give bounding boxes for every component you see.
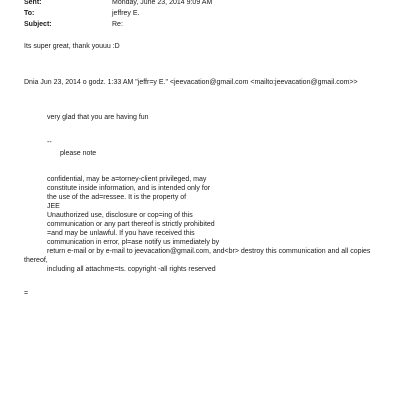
signature-separator: -- (47, 139, 52, 146)
quote-header: Dnia Jun 23, 2014 o godz. 1:33 AM "jeffr=y E." <jeevacation@gmail.com <mailto:jeevacation@gmail.com>> (24, 79, 358, 86)
disclaimer-line: constitute inside information, and is intended only for (47, 185, 211, 192)
disclaimer-wrap: thereof, (24, 257, 48, 264)
disclaimer-line: communication in error, pl=ase notify us immediately by (47, 239, 220, 246)
sent-label: Sent: (24, 0, 42, 6)
quoted-message: very glad that you are having fun (47, 114, 149, 121)
disclaimer-line: return e-mail or by e-mail to jeevacation@gmail.com, and<br> destroy this communication and all copies (47, 248, 371, 255)
reply-text: Its super great, thank youuu :D (24, 43, 120, 50)
disclaimer-last: including all attachme=ts. copyright -all rights reserved (47, 266, 216, 273)
subject-label: Subject: (24, 21, 52, 28)
to-label: To: (24, 10, 35, 17)
disclaimer-line: =and may be unlawful. If you have received this (47, 230, 195, 237)
subject-value: Re: (112, 21, 123, 28)
disclaimer-line: communication or any part thereof is strictly prohibited (47, 221, 215, 228)
disclaimer-line: confidential, may be a=torney-client privileged, may (47, 176, 207, 183)
please-note: please note (60, 150, 97, 157)
to-value: jeffrey E. (112, 10, 140, 17)
trailing-mark: = (24, 290, 29, 297)
sent-value: Monday, June 23, 2014 9:09 AM (112, 0, 213, 6)
disclaimer-line: Unauthorized use, disclosure or cop=ing of this (47, 212, 193, 219)
disclaimer-line: JEE (47, 203, 60, 210)
disclaimer-line: the use of the ad=ressee. It is the property of (47, 194, 187, 201)
